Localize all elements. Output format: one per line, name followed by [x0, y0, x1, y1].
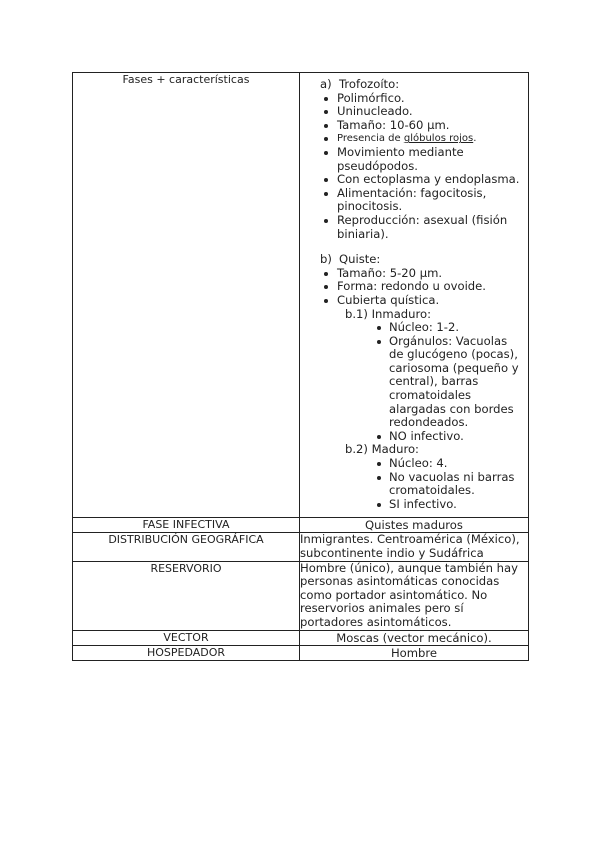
table-row-vector: [73, 630, 529, 645]
list-item: NO infectivo.: [375, 430, 522, 444]
section-marker: a): [320, 77, 332, 91]
phases-cell: [300, 73, 529, 518]
trophozoite-list: [320, 92, 522, 242]
table-row-reservoir: [73, 561, 529, 630]
list-item: Orgánulos: Vacuolas de glucógeno (pocas), cariosoma (pequeño y central), barras cromatoidales alargadas con bordes redondeados.: [375, 335, 522, 430]
cyst-list: [320, 267, 522, 308]
row-label: Fases + características: [73, 73, 300, 518]
row-label: HOSPEDADOR: [73, 645, 300, 660]
row-value: Quistes maduros: [300, 518, 529, 533]
list-item: Presencia de glóbulos rojos.: [320, 132, 522, 146]
info-table: [72, 72, 529, 661]
list-item: Tamaño: 10-60 µm.: [320, 119, 522, 133]
table-row-phases: [73, 73, 529, 518]
list-item: Tamaño: 5-20 µm.: [320, 267, 522, 281]
list-item: Polimórfico.: [320, 92, 522, 106]
section-title: Quiste:: [339, 252, 381, 267]
list-item: Movimiento mediante pseudópodos.: [320, 146, 522, 173]
row-value: Moscas (vector mecánico).: [300, 630, 529, 645]
row-value: Hombre: [300, 645, 529, 660]
immature-heading: b.1) Inmaduro:: [345, 306, 432, 321]
row-label: FASE INFECTIVA: [73, 518, 300, 533]
row-value: Hombre (único), aunque también hay personas asintomáticas conocidas como portador asintomático. No reservorios animales pero sí portadores asintomáticos.: [300, 561, 529, 630]
cyst-heading: [320, 253, 522, 267]
list-item: SI infectivo.: [375, 498, 522, 512]
row-label: RESERVORIO: [73, 561, 300, 630]
row-label: VECTOR: [73, 630, 300, 645]
list-item: Núcleo: 4.: [375, 457, 522, 471]
list-item: Núcleo: 1-2.: [375, 321, 522, 335]
row-label: DISTRIBUCIÓN GEOGRÁFICA: [73, 533, 300, 561]
list-item: Forma: redondo u ovoide.: [320, 280, 522, 294]
table-row-infective: [73, 518, 529, 533]
section-marker: b): [320, 252, 332, 267]
list-item: Reproducción: asexual (fisión biniaria).: [320, 214, 522, 241]
list-item: Uninucleado.: [320, 105, 522, 119]
immature-list: [345, 321, 522, 443]
mature-heading: b.2) Maduro:: [345, 442, 419, 457]
table-row-distribution: [73, 533, 529, 561]
list-item: Alimentación: fagocitosis, pinocitosis.: [320, 187, 522, 214]
red-blood-cells-link[interactable]: glóbulos rojos: [403, 133, 474, 145]
list-item: No vacuolas ni barras cromatoidales.: [375, 471, 522, 498]
row-value: Inmigrantes. Centroamérica (México), subcontinente indio y Sudáfrica: [300, 533, 529, 561]
trophozoite-heading: [320, 78, 522, 92]
mature-list: [345, 457, 522, 511]
list-item: Con ectoplasma y endoplasma.: [320, 173, 522, 187]
table-row-host: [73, 645, 529, 660]
section-title: Trofozoíto:: [339, 77, 400, 91]
list-item: Cubierta quística.: [320, 294, 522, 308]
